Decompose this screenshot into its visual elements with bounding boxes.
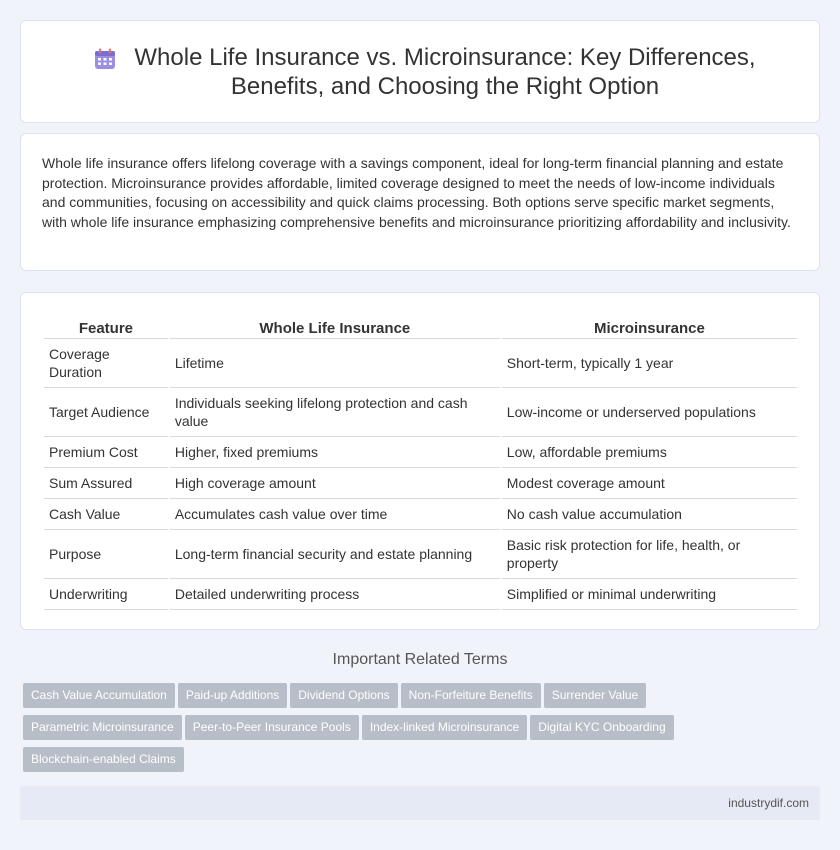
- table-header-row: [44, 315, 797, 339]
- microinsurance-cell: No cash value accumulation: [502, 499, 797, 530]
- microinsurance-cell: Low-income or underserved populations: [502, 388, 797, 437]
- related-terms-tags: [23, 683, 703, 779]
- table-row: [44, 579, 797, 610]
- tag-blockchain-enabled-claims[interactable]: Blockchain-enabled Claims: [23, 747, 184, 772]
- tag-parametric-microinsurance[interactable]: Parametric Microinsurance: [23, 715, 182, 740]
- table-row: [44, 468, 797, 499]
- feature-cell: Sum Assured: [44, 468, 168, 499]
- header-card: [20, 20, 820, 123]
- table-row: [44, 437, 797, 468]
- whole-life-cell: Detailed underwriting process: [170, 579, 500, 610]
- tag-index-linked-microinsurance[interactable]: Index-linked Microinsurance: [362, 715, 527, 740]
- whole-life-cell: Lifetime: [170, 339, 500, 388]
- feature-cell: Cash Value: [44, 499, 168, 530]
- whole-life-cell: Higher, fixed premiums: [170, 437, 500, 468]
- table-row: [44, 530, 797, 579]
- feature-cell: Premium Cost: [44, 437, 168, 468]
- comparison-table: [42, 315, 799, 610]
- footer: [20, 786, 820, 820]
- tag-surrender-value[interactable]: Surrender Value: [544, 683, 647, 708]
- table-row: [44, 499, 797, 530]
- microinsurance-cell: Short-term, typically 1 year: [502, 339, 797, 388]
- column-header-microinsurance: Microinsurance: [502, 315, 797, 339]
- microinsurance-cell: Low, affordable premiums: [502, 437, 797, 468]
- page-title: Whole Life Insurance vs. Microinsurance: Key Differences, Benefits, and Choosing the Right Option: [134, 44, 756, 100]
- whole-life-cell: Individuals seeking lifelong protection and cash value: [170, 388, 500, 437]
- tag-dividend-options[interactable]: Dividend Options: [290, 683, 397, 708]
- microinsurance-cell: Basic risk protection for life, health, or property: [502, 530, 797, 579]
- footer-site-link[interactable]: industrydif.com: [728, 796, 809, 810]
- feature-cell: Coverage Duration: [44, 339, 168, 388]
- column-header-whole-life: Whole Life Insurance: [170, 315, 500, 339]
- intro-card: [20, 133, 820, 271]
- table-row: [44, 388, 797, 437]
- intro-paragraph: Whole life insurance offers lifelong coverage with a savings component, ideal for long-term financial planning and estate protection. Microinsurance provides affordable, limited coverage designed to meet the needs of low-income individuals and communities, focusing on accessibility and quick claims processing. Both options serve specific market segments, with whole life insurance emphasizing comprehensive benefits and microinsurance prioritizing affordability and inclusivity.: [42, 155, 791, 230]
- tag-paid-up-additions[interactable]: Paid-up Additions: [178, 683, 287, 708]
- whole-life-cell: High coverage amount: [170, 468, 500, 499]
- feature-cell: Target Audience: [44, 388, 168, 437]
- microinsurance-cell: Simplified or minimal underwriting: [502, 579, 797, 610]
- feature-cell: Purpose: [44, 530, 168, 579]
- related-terms-title: Important Related Terms: [332, 651, 508, 668]
- microinsurance-cell: Modest coverage amount: [502, 468, 797, 499]
- whole-life-cell: Long-term financial security and estate planning: [170, 530, 500, 579]
- table-row: [44, 339, 797, 388]
- tag-cash-value-accumulation[interactable]: Cash Value Accumulation: [23, 683, 175, 708]
- feature-cell: Underwriting: [44, 579, 168, 610]
- tag-digital-kyc-onboarding[interactable]: Digital KYC Onboarding: [530, 715, 673, 740]
- column-header-feature: Feature: [44, 315, 168, 339]
- comparison-table-card: [20, 292, 820, 630]
- tag-peer-to-peer-insurance-pools[interactable]: Peer-to-Peer Insurance Pools: [185, 715, 359, 740]
- tag-non-forfeiture-benefits[interactable]: Non-Forfeiture Benefits: [401, 683, 541, 708]
- whole-life-cell: Accumulates cash value over time: [170, 499, 500, 530]
